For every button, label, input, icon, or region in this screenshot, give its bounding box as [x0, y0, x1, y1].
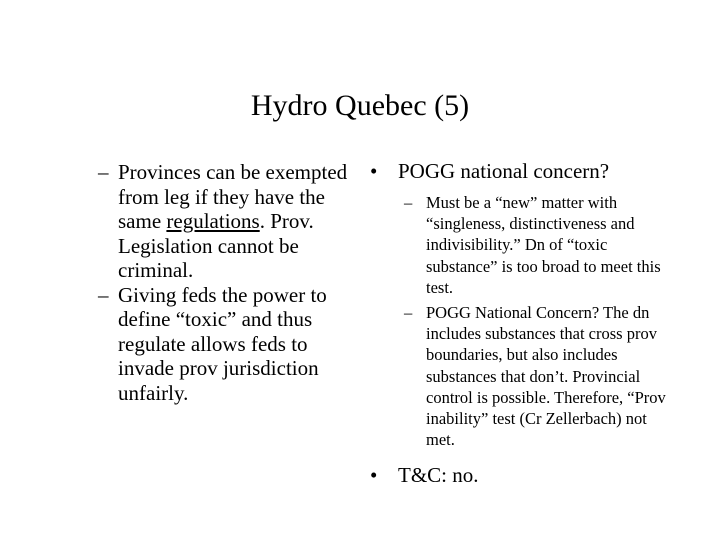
- left-item-2-text: Giving feds the power to define “toxic” and thus regulate allows feds to invade prov jurisdiction unfairly.: [118, 282, 327, 405]
- bullet-2-text: T&C: no.: [398, 463, 479, 488]
- underlined-regulations: regulations: [166, 209, 260, 233]
- dash-marker: –: [98, 282, 109, 307]
- sub-item-national-concern: [404, 302, 670, 450]
- sub-item-1-text: Must be a “new” matter with “singleness, distinctiveness and indivisibility.” Dn of “toxic substance” is too broad to meet this test.: [426, 193, 661, 297]
- sub-item-new-matter: [404, 192, 670, 298]
- left-column: [98, 160, 348, 405]
- dash-marker: –: [98, 160, 109, 184]
- bullet-marker: •: [370, 159, 378, 183]
- slide-title: Hydro Quebec (5): [250, 89, 470, 122]
- bullet-1-text: POGG national concern?: [398, 159, 610, 183]
- left-list-item-feds-power: [98, 283, 348, 406]
- bullet-marker: •: [370, 463, 378, 488]
- bullet-pogg-national-concern: [370, 158, 670, 184]
- dash-marker: –: [404, 303, 413, 323]
- right-column: [370, 158, 670, 488]
- left-item-1-text-end: . Prov. Legislation cannot be criminal.: [118, 209, 314, 282]
- bullet-tc: [370, 462, 670, 488]
- sub-item-2-text: POGG National Concern? The dn includes substances that cross prov boundaries, but also includes substances that don’t. Provincial control is possible. Therefore, “Prov inability” test (Cr Zellerbach) not met.: [426, 303, 666, 450]
- dash-marker: –: [404, 193, 413, 212]
- left-item-1-text-start: Provinces can be exempted from leg if they have the same: [118, 160, 348, 233]
- left-list-item-provinces: [98, 160, 348, 283]
- pogg-sub-list: [404, 192, 670, 450]
